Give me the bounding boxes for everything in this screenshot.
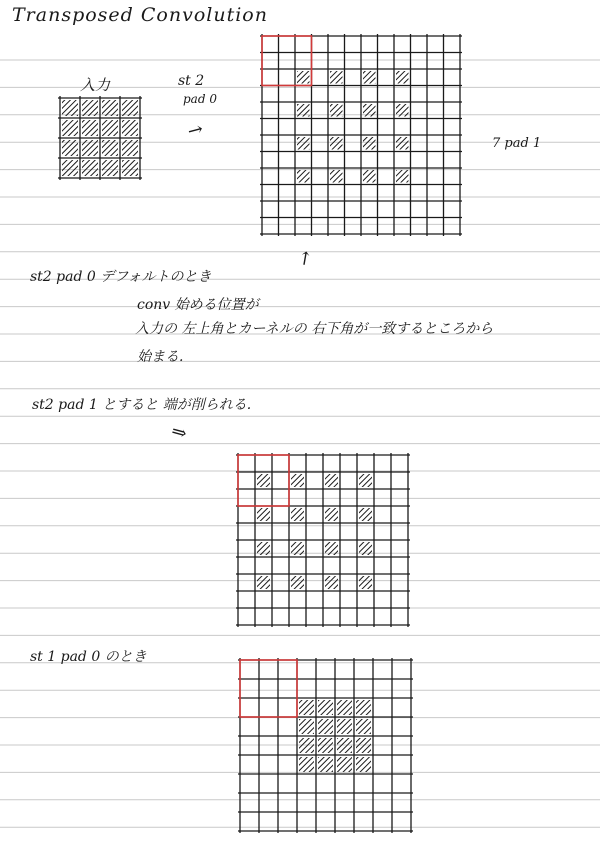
hatched-cell <box>257 542 270 555</box>
note-line-corner: 入力の 左上角とカーネルの 右下角が一致するところから <box>135 321 494 337</box>
hatched-cell <box>299 719 314 734</box>
hatched-cell <box>359 576 372 589</box>
page-title: Transposed Convolution <box>12 4 268 26</box>
hatched-cell <box>337 719 352 734</box>
hatched-cell <box>396 137 409 150</box>
hatched-cell <box>318 757 333 772</box>
hatched-cell <box>330 104 343 117</box>
stride-label: st 2 <box>178 73 205 89</box>
hatched-cell <box>62 160 78 176</box>
hatched-cell <box>363 170 376 183</box>
hatched-cell <box>257 576 270 589</box>
hatched-cell <box>122 120 138 136</box>
output-grid-st2-pad0 <box>260 34 462 236</box>
hatched-cell <box>297 71 310 84</box>
hatched-cell <box>330 71 343 84</box>
hatched-cell <box>82 100 98 116</box>
hatched-cell <box>363 104 376 117</box>
hatched-cell <box>356 719 371 734</box>
note-line-default: st2 pad 0 デフォルトのとき <box>30 269 212 285</box>
hatched-cell <box>299 757 314 772</box>
hatched-cell <box>318 719 333 734</box>
hatched-cell <box>102 100 118 116</box>
hatched-cell <box>359 474 372 487</box>
hatched-cell <box>297 170 310 183</box>
hatched-cell <box>122 160 138 176</box>
hatched-cell <box>337 700 352 715</box>
note-line-st1: st 1 pad 0 のとき <box>30 649 147 665</box>
note-line-conv: conv 始める位置が <box>137 297 259 313</box>
hatched-cell <box>291 474 304 487</box>
note-line-pad1: st2 pad 1 とすると 端が削られる. <box>32 397 252 413</box>
hatched-cell <box>257 508 270 521</box>
side-note: 7 pad 1 <box>492 136 542 151</box>
hatched-cell <box>337 757 352 772</box>
pad-label: pad 0 <box>183 92 217 106</box>
hatched-cell <box>318 700 333 715</box>
hatched-cell <box>291 576 304 589</box>
hatched-cell <box>359 508 372 521</box>
hatched-cell <box>297 137 310 150</box>
note-line-start: 始まる. <box>137 349 184 365</box>
hatched-cell <box>82 120 98 136</box>
hatched-cell <box>330 137 343 150</box>
hatched-cell <box>359 542 372 555</box>
hatched-cell <box>325 474 338 487</box>
hatched-cell <box>356 757 371 772</box>
kernel-box <box>240 660 297 717</box>
hatched-cell <box>299 700 314 715</box>
hatched-cell <box>330 170 343 183</box>
arrow-down-icon: ⇘ <box>167 419 192 446</box>
hatched-cell <box>356 700 371 715</box>
hatched-cell <box>325 508 338 521</box>
hatched-cell <box>291 542 304 555</box>
hatched-cell <box>396 71 409 84</box>
hatched-cell <box>102 160 118 176</box>
output-grid-st1-pad0 <box>238 658 413 833</box>
hatched-cell <box>325 576 338 589</box>
hatched-cell <box>363 71 376 84</box>
input-label: 入力 <box>80 76 111 94</box>
arrow-right-icon: → <box>185 118 206 143</box>
hatched-cell <box>102 120 118 136</box>
input-grid <box>58 96 142 180</box>
hatched-cell <box>356 738 371 753</box>
arrow-up-right-icon: ↗ <box>293 245 318 272</box>
hatched-cell <box>102 140 118 156</box>
hatched-cell <box>62 140 78 156</box>
hatched-cell <box>325 542 338 555</box>
hatched-cell <box>299 738 314 753</box>
hatched-cell <box>82 140 98 156</box>
hatched-cell <box>62 120 78 136</box>
hatched-cell <box>337 738 352 753</box>
hatched-cell <box>122 140 138 156</box>
hatched-cell <box>318 738 333 753</box>
output-grid-st2-pad1 <box>236 453 410 627</box>
hatched-cell <box>82 160 98 176</box>
hatched-cell <box>122 100 138 116</box>
hatched-cell <box>291 508 304 521</box>
hatched-cell <box>62 100 78 116</box>
hatched-cell <box>396 170 409 183</box>
hatched-cell <box>297 104 310 117</box>
hatched-cell <box>363 137 376 150</box>
hatched-cell <box>257 474 270 487</box>
hatched-cell <box>396 104 409 117</box>
